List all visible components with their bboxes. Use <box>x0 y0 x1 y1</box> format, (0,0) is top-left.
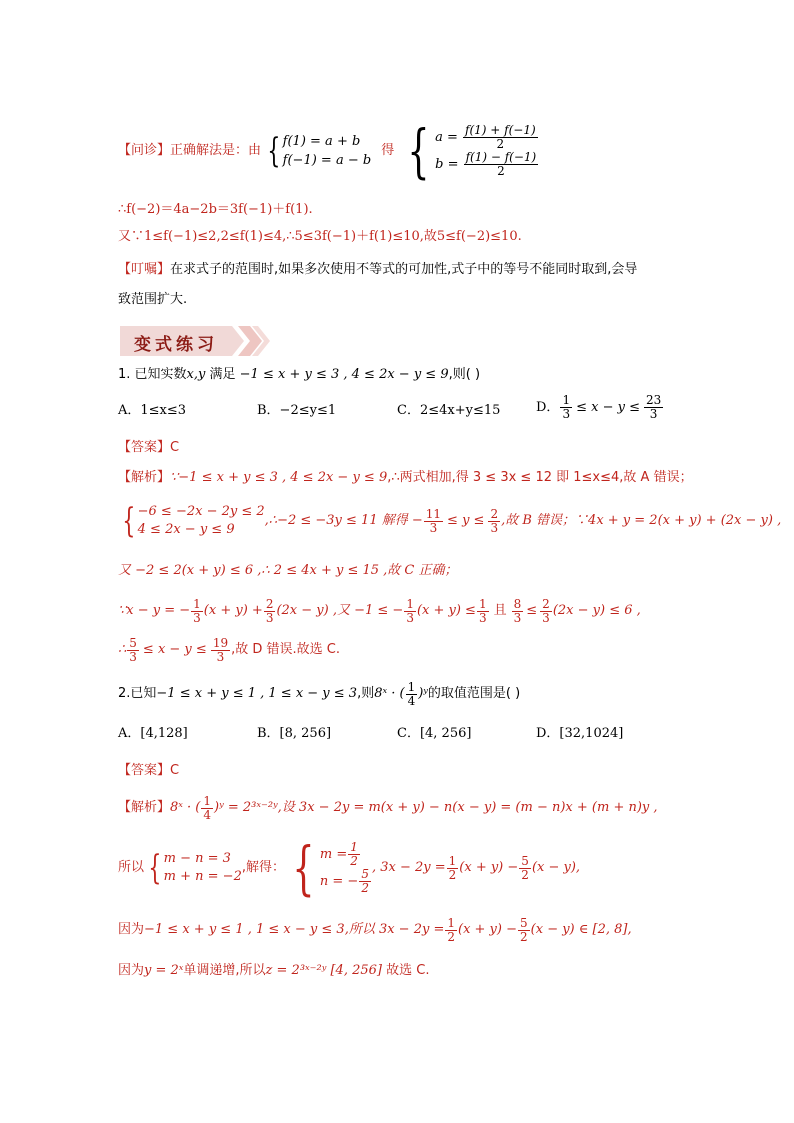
dingzhu-text1: 在求式子的范围时,如果多次使用不等式的可加性,式子中的等号不能同时取到,会导 <box>170 262 638 277</box>
dingzhu-text2: 致范围扩大. <box>118 292 188 307</box>
q1-sol-5: ∴ $\frac{5}{3}$ ≤ x − y ≤ $\frac{19}{3}$ ,故 D 错误.故选 C. <box>118 635 340 664</box>
sys1-row2: f(−1) = a − b <box>282 153 372 168</box>
q1-sol-1: 【解析】∵−1 ≤ x + y ≤ 3 , 4 ≤ 2x − y ≤ 9,∴两式相加,得 3 ≤ 3x ≤ 12 即 1≤x≤4,故 A 错误； <box>118 470 693 485</box>
brace-icon: { <box>292 834 315 902</box>
a-eq: a = $\frac{f(1) + f(-1)}{2}$ <box>435 123 536 151</box>
q1-stem: 1. 已知实数x,y 满足 −1 ≤ x + y ≤ 3 , 4 ≤ 2x − y ≤ 9,则( ) <box>118 367 481 382</box>
q2-answer: 【答案】C <box>118 763 180 778</box>
q2-option-a[interactable]: A．[4,128] <box>118 726 188 741</box>
brace-icon: { <box>148 848 162 888</box>
q1-option-d[interactable]: D． $\frac{1}{3}$ ≤ x − y ≤ $\frac{23}{3}$ <box>536 393 662 421</box>
q2-sol-3: 因为 −1 ≤ x + y ≤ 1 , 1 ≤ x − y ≤ 3 ,所以 3x − 2y = $\frac{1}{2}$ (x + y) − $\frac{5}{2}$ (x − y) ∈ [2, 8], <box>118 915 632 944</box>
system-2 <box>400 117 539 185</box>
q1-sol-3: 又 −2 ≤ 2(x + y) ≤ 6 ,∴ 2 ≤ 4x + y ≤ 15 ,故 C 正确； <box>118 563 458 578</box>
b-eq: b = $\frac{f(1) - f(-1)}{2}$ <box>435 150 537 178</box>
q1-sol-4: ∵x − y = − $\frac{1}{3}$ (x + y) + $\frac{2}{3}$ (2x − y) ,又 −1 ≤ − $\frac{1}{3}$ (x + y) ≤ $\frac{1}{3}$ 且 $\frac{8}{3}$ ≤ $\frac{2}{3}$ (2x − y) ≤ 6 , <box>118 596 641 625</box>
q2-option-c[interactable]: C．[4, 256] <box>397 726 472 741</box>
brace-icon: { <box>122 501 136 541</box>
q1-sol-2: { −6 ≤ −2x − 2y ≤ 2 4 ≤ 2x − y ≤ 9 ,∴−2 ≤ −3y ≤ 11 解得 − $\frac{11}{3}$ ≤ y ≤ $\frac{2}{3}$ ,故 B 错误；∵4x + y = 2(x + y) + (2x − y) , <box>122 501 782 541</box>
wenzhen-intro: 正确解法是：由 <box>170 143 262 158</box>
q2-option-d[interactable]: D．[32,1024] <box>536 726 624 741</box>
q2-stem: 2.已知 −1 ≤ x + y ≤ 1 , 1 ≤ x − y ≤ 3 ,则 8ˣ · ( $\frac{1}{4}$ )ʸ 的取值范围是( ) <box>118 679 521 708</box>
system-1 <box>263 132 371 170</box>
wenzhen-line2: ∴f(−2)＝4a−2b＝3f(−1)＋f(1). <box>118 202 313 217</box>
dingzhu-line1 <box>118 261 637 279</box>
wenzhen-line <box>118 106 539 196</box>
q1-option-c[interactable]: C．2≤4x+y≤15 <box>397 403 501 418</box>
sys1-row1: f(1) = a + b <box>282 134 361 149</box>
wenzhen-tag: 【问诊】 <box>118 143 171 158</box>
dingzhu-tag: 【叮嘱】 <box>118 262 171 277</box>
brace-icon: { <box>267 131 281 171</box>
q2-sol-2: 所以 { m − n = 3 m + n = −2 ,解得： { m = $\frac{1}{2}$ n = − $\frac{5}{2}$ , 3x − 2y = $\frac{1}{2}$ (x + y) − $\frac{5}{2}$ (x − y), <box>118 834 581 902</box>
q2-option-b[interactable]: B．[8, 256] <box>257 726 332 741</box>
q2-sol-4: 因为y = 2ˣ单调递增,所以z = 2³ˣ⁻²ʸ [4, 256] 故选 C. <box>118 963 430 978</box>
q1-option-a[interactable]: A．1≤x≤3 <box>118 403 187 418</box>
section-banner <box>120 326 270 356</box>
wenzhen-line3: 又∵1≤f(−1)≤2,2≤f(1)≤4,∴5≤3f(−1)＋f(1)≤10,故5≤f(−2)≤10. <box>118 229 522 244</box>
q1-answer: 【答案】C <box>118 440 180 455</box>
de-text: 得 <box>381 143 395 158</box>
q1-option-b[interactable]: B．−2≤y≤1 <box>257 403 337 418</box>
section-title: 变式练习 <box>134 335 218 355</box>
q2-sol-1: 【解析】 8ˣ · ( $\frac{1}{4}$ )ʸ = 2³ˣ⁻²ʸ ,设 3x − 2y = m(x + y) − n(x − y) = (m − n)x + (m + n)y , <box>118 793 658 822</box>
brace-icon: { <box>407 117 430 185</box>
